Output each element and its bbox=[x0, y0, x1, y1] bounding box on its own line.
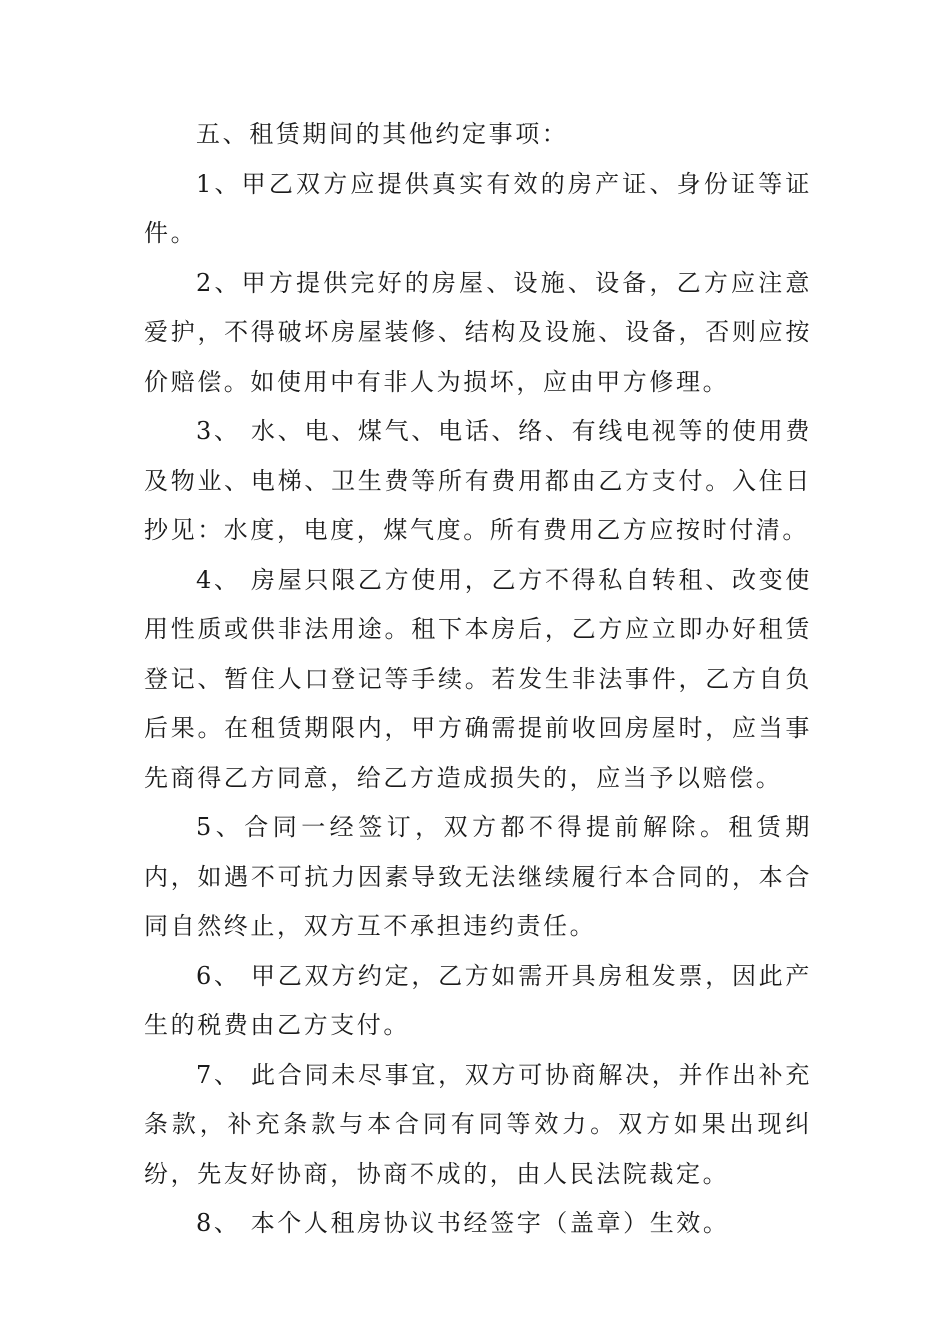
document-body bbox=[144, 110, 812, 1249]
clause-5: 5、合同一经签订，双方都不得提前解除。租赁期内，如遇不可抗力因素导致无法继续履行本合同的，本合同自然终止，双方互不承担违约责任。 bbox=[144, 813, 812, 940]
clause-2: 2、甲方提供完好的房屋、设施、设备，乙方应注意爱护，不得破坏房屋装修、结构及设施、设备，否则应按价赔偿。如使用中有非人为损坏，应由甲方修理。 bbox=[144, 268, 812, 396]
clause-7: 7、 此合同未尽事宜，双方可协商解决，并作出补充条款，补充条款与本合同有同等效力。双方如果出现纠纷，先友好协商，协商不成的，由人民法院裁定。 bbox=[144, 1060, 812, 1188]
clause-6: 6、 甲乙双方约定，乙方如需开具房租发票，因此产生的税费由乙方支付。 bbox=[144, 961, 812, 1039]
clause-4: 4、 房屋只限乙方使用，乙方不得私自转租、改变使用性质或供非法用途。租下本房后，乙方应立即办好租赁登记、暂住人口登记等手续。若发生非法事件，乙方自负后果。在租赁期限内，甲方确需提前收回房屋时，应当事先商得乙方同意，给乙方造成损失的，应当予以赔偿。 bbox=[144, 565, 812, 792]
clause-3: 3、 水、电、煤气、电话、络、有线电视等的使用费及物业、电梯、卫生费等所有费用都由乙方支付。入住日抄见：水度，电度，煤气度。所有费用乙方应按时付清。 bbox=[144, 417, 812, 544]
clause-1: 1、甲乙双方应提供真实有效的房产证、身份证等证件。 bbox=[144, 169, 812, 247]
section-heading: 五、租赁期间的其他约定事项： bbox=[196, 120, 569, 148]
clause-8: 8、 本个人租房协议书经签字（盖章）生效。 bbox=[196, 1209, 730, 1237]
